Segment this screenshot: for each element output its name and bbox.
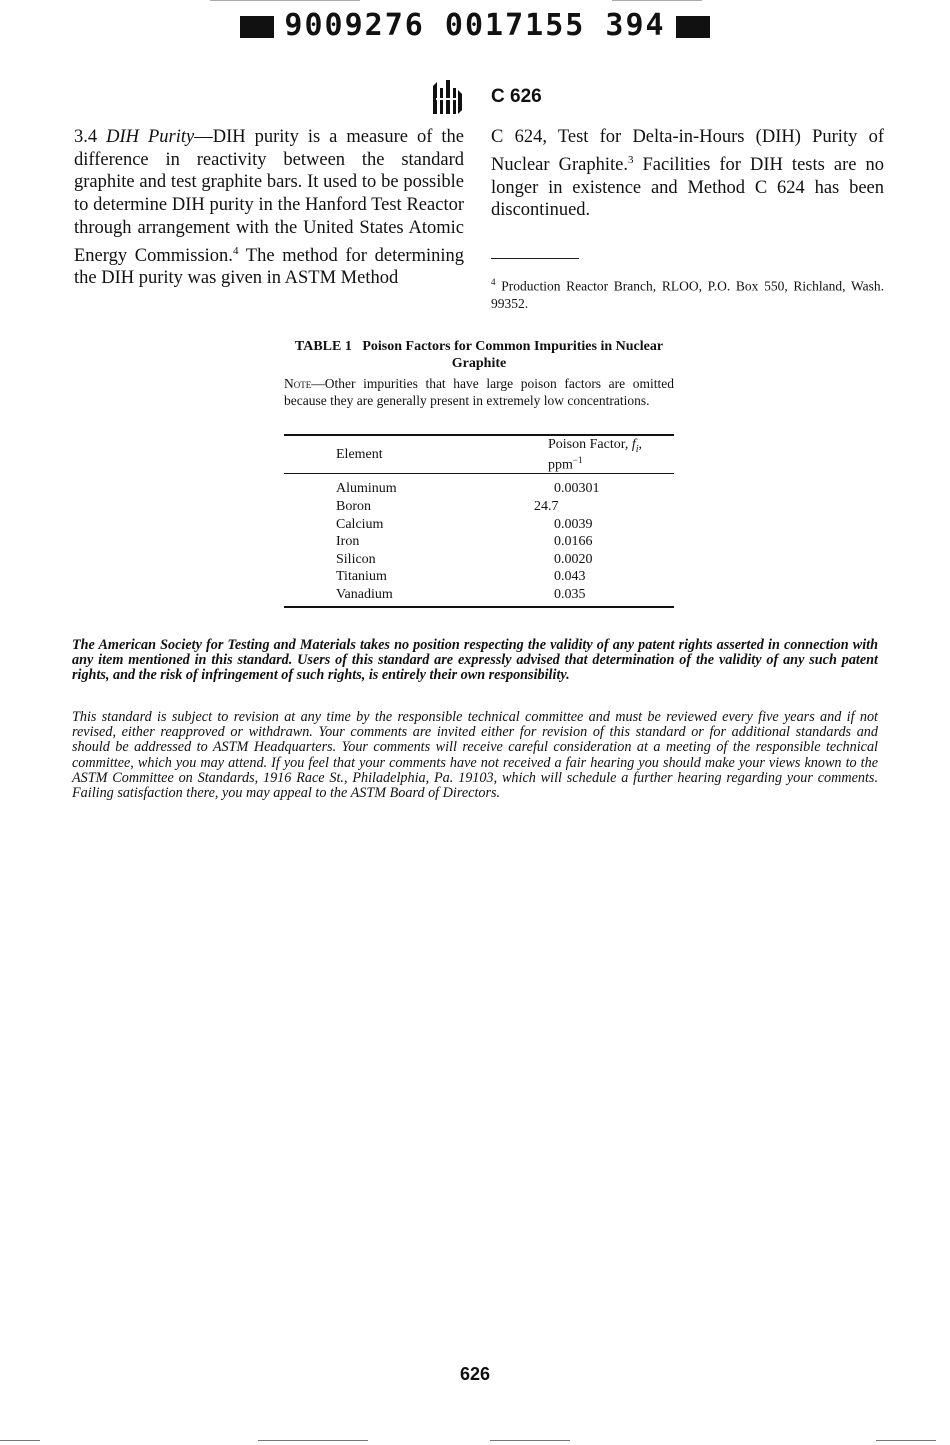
patent-disclaimer: The American Society for Testing and Materials takes no position respecting the validity of any patent rights asserted in connection with any item mentioned in this standard. Users of this standard are expressly advised that determination of the validity of any such patent rights, and the risk of infringement of such rights, is entirely their own responsibility.	[72, 637, 878, 684]
bottom-scan-line	[0, 1440, 40, 1441]
footnote-text: Production Reactor Branch, RLOO, P.O. Box 550, Richland, Wash. 99352.	[491, 278, 884, 311]
section-term: DIH Purity	[106, 127, 195, 147]
document-code: 9009276 0017155 394	[284, 8, 666, 43]
element-cell: Silicon	[336, 551, 376, 567]
header-poison-unit: , ppm	[548, 437, 643, 473]
table-row	[284, 498, 674, 516]
table-caption	[284, 338, 674, 372]
element-cell: Boron	[336, 499, 371, 515]
table-note	[284, 376, 674, 409]
footnote	[491, 274, 884, 312]
header-poison-exponent: −1	[572, 454, 583, 465]
standard-designation: C 626	[491, 86, 542, 107]
header-element: Element	[336, 447, 383, 463]
element-cell: Titanium	[336, 569, 387, 585]
footnote-separator	[491, 258, 579, 259]
bottom-scan-line	[876, 1440, 936, 1441]
table-row	[284, 568, 674, 586]
header-poison-symbol: f	[631, 437, 636, 452]
top-scan-line	[210, 0, 360, 1]
document-code-header	[0, 8, 950, 43]
header-poison-subscript: i	[635, 443, 639, 455]
header-block-left	[240, 16, 274, 38]
paragraph-text: DIH purity is a measure of the difference in reactivity between the standard graphite and test graphite bars. It used to be possible to determine DIH purity in the Hanford Test Reactor through arrangement with the United States Atomic Energy Commission.	[74, 127, 464, 266]
bottom-scan-line	[490, 1440, 570, 1441]
table-label: TABLE 1	[294, 339, 352, 354]
term-dash: —	[194, 127, 213, 147]
element-cell: Calcium	[336, 516, 384, 532]
footnote-marker: 4	[491, 277, 496, 287]
astm-logo-icon	[430, 78, 464, 118]
footnote-reference: 3	[627, 153, 634, 166]
note-text: —Other impurities that have large poison factors are omitted because they are generally present in extremely low concentrations.	[284, 376, 674, 408]
value-cell: 0.0039	[554, 516, 593, 532]
paragraph-text-continued: Facilities for DIH tests are no longer in existence and Method C 624 has been discontinued.	[491, 154, 884, 221]
right-column	[491, 126, 884, 222]
table-top-rule	[284, 434, 674, 436]
paragraph-text: C 624, Test for Delta-in-Hours (DIH) Purity of Nuclear Graphite.	[491, 127, 884, 175]
header-block-right	[676, 16, 710, 38]
note-label: Note	[284, 376, 312, 391]
section-number: 3.4	[74, 127, 98, 147]
revision-notice: This standard is subject to revision at any time by the responsible technical committee and must be reviewed every five years and if not revised, either reapproved or withdrawn. Your comments are invited either for revision of this standard or for additional standards and should be addressed to ASTM Headquarters. Your comments will receive careful consideration at a meeting of the responsible technical committee, which you may attend. If you feel that your comments have not received a fair hearing you should make your views known to the ASTM Committee on Standards, 1916 Race St., Philadelphia, Pa. 19103, which will schedule a further hearing regarding your comments. Failing satisfaction there, you may appeal to the ASTM Board of Directors.	[72, 709, 878, 802]
section-3-4-paragraph	[74, 126, 464, 290]
value-cell: 0.00301	[554, 481, 600, 497]
table-row	[284, 533, 674, 551]
poison-factor-table	[284, 437, 674, 604]
left-column	[74, 126, 464, 290]
table-row	[284, 551, 674, 569]
table-row	[284, 586, 674, 604]
table-grid	[284, 437, 674, 604]
table-header-row	[284, 437, 674, 474]
value-cell: 24.7	[534, 499, 559, 515]
table-bottom-rule	[284, 606, 674, 608]
table-title: Poison Factors for Common Impurities in Nuclear Graphite	[362, 339, 664, 371]
header-poison-factor	[496, 437, 674, 474]
section-3-4-continuation	[491, 126, 884, 222]
value-cell: 0.035	[554, 587, 586, 603]
page-number: 626	[459, 1364, 491, 1384]
header-poison-prefix: Poison Factor,	[548, 437, 632, 452]
value-cell: 0.0020	[554, 551, 593, 567]
top-scan-line	[612, 0, 702, 1]
paragraph-text-continued: The method for determining the DIH purity was given in ASTM Method	[74, 245, 464, 289]
element-cell: Iron	[336, 534, 360, 550]
table-row	[284, 480, 674, 498]
bottom-scan-line	[258, 1440, 368, 1441]
value-cell: 0.043	[554, 569, 586, 585]
value-cell: 0.0166	[554, 534, 593, 550]
footnote-reference: 4	[232, 244, 239, 257]
element-cell: Vanadium	[336, 587, 393, 603]
element-cell: Aluminum	[336, 481, 397, 497]
table-row	[284, 516, 674, 534]
